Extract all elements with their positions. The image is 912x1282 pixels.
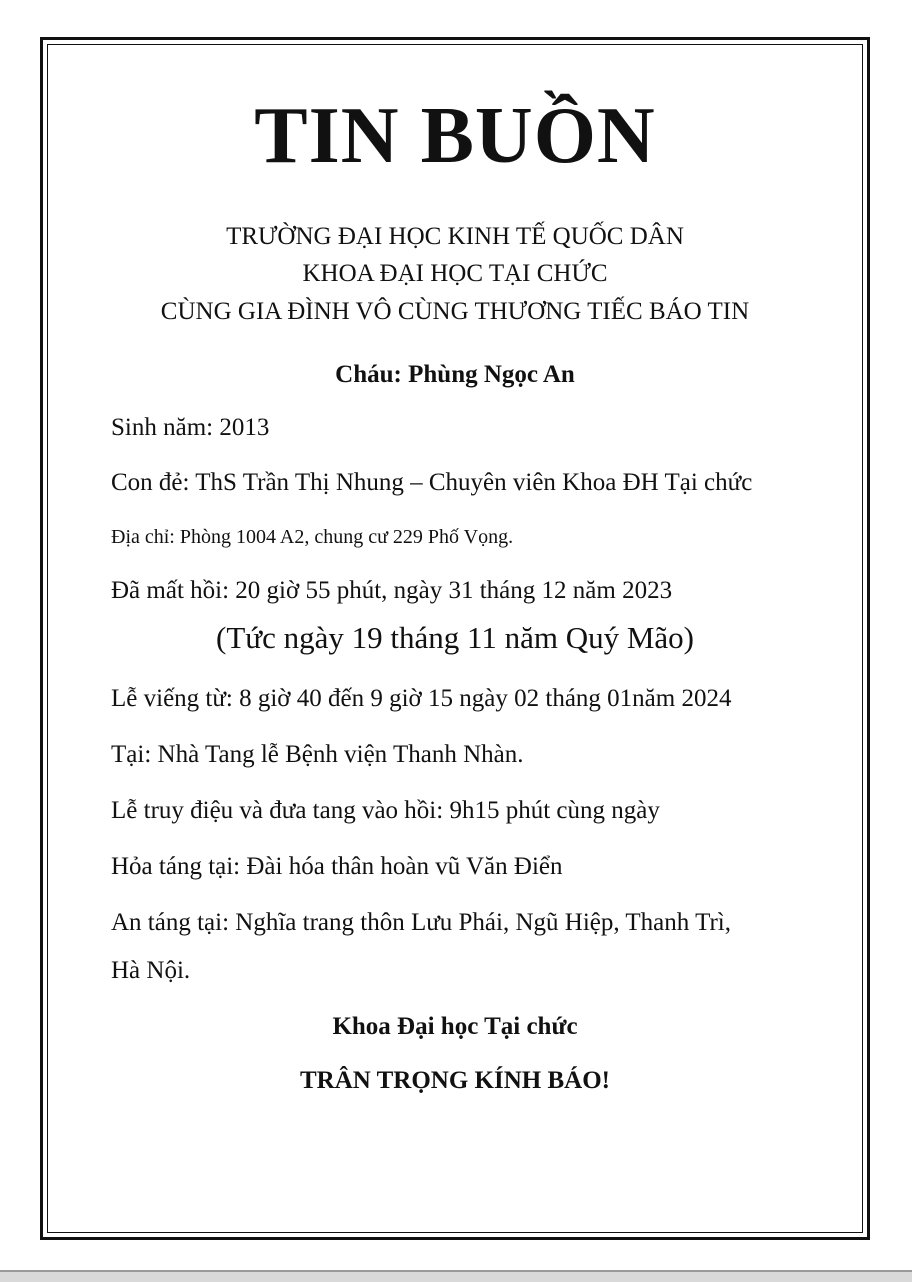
birth-year: Sinh năm: 2013 bbox=[111, 414, 270, 441]
visitation-time: Lễ viếng từ: 8 giờ 40 đến 9 giờ 15 ngày 02 tháng 01năm 2024 bbox=[111, 685, 732, 712]
address: Địa chỉ: Phòng 1004 A2, chung cư 229 Phố Vọng. bbox=[111, 526, 514, 548]
header-line-university: TRƯỜNG ĐẠI HỌC KINH TẾ QUỐC DÂN bbox=[226, 223, 684, 250]
parent-info: Con đẻ: ThS Trần Thị Nhung – Chuyên viên Khoa ĐH Tại chức bbox=[111, 469, 753, 496]
lunar-date: (Tức ngày 19 tháng 11 năm Quý Mão) bbox=[216, 620, 694, 655]
header-line-faculty: KHOA ĐẠI HỌC TẠI CHỨC bbox=[302, 260, 608, 287]
header-line-announcement: CÙNG GIA ĐÌNH VÔ CÙNG THƯƠNG TIẾC BÁO TIN bbox=[160, 298, 750, 325]
memorial-time: Lễ truy điệu và đưa tang vào hồi: 9h15 phút cùng ngày bbox=[111, 797, 660, 824]
notice-title: TIN BUỒN bbox=[254, 92, 656, 180]
burial-location-line2: Hà Nội. bbox=[111, 957, 191, 984]
deceased-name: Cháu: Phùng Ngọc An bbox=[335, 361, 575, 388]
closing-statement: TRÂN TRỌNG KÍNH BÁO! bbox=[300, 1067, 610, 1094]
page-bottom-edge bbox=[0, 1270, 912, 1282]
ceremony-location: Tại: Nhà Tang lễ Bệnh viện Thanh Nhàn. bbox=[111, 741, 524, 768]
signature-organization: Khoa Đại học Tại chức bbox=[332, 1013, 578, 1040]
burial-location-line1: An táng tại: Nghĩa trang thôn Lưu Phái, Ngũ Hiệp, Thanh Trì, bbox=[111, 909, 731, 936]
cremation-location: Hỏa táng tại: Đài hóa thân hoàn vũ Văn Điển bbox=[111, 853, 563, 880]
passed-away-time: Đã mất hồi: 20 giờ 55 phút, ngày 31 tháng 12 năm 2023 bbox=[111, 577, 673, 604]
